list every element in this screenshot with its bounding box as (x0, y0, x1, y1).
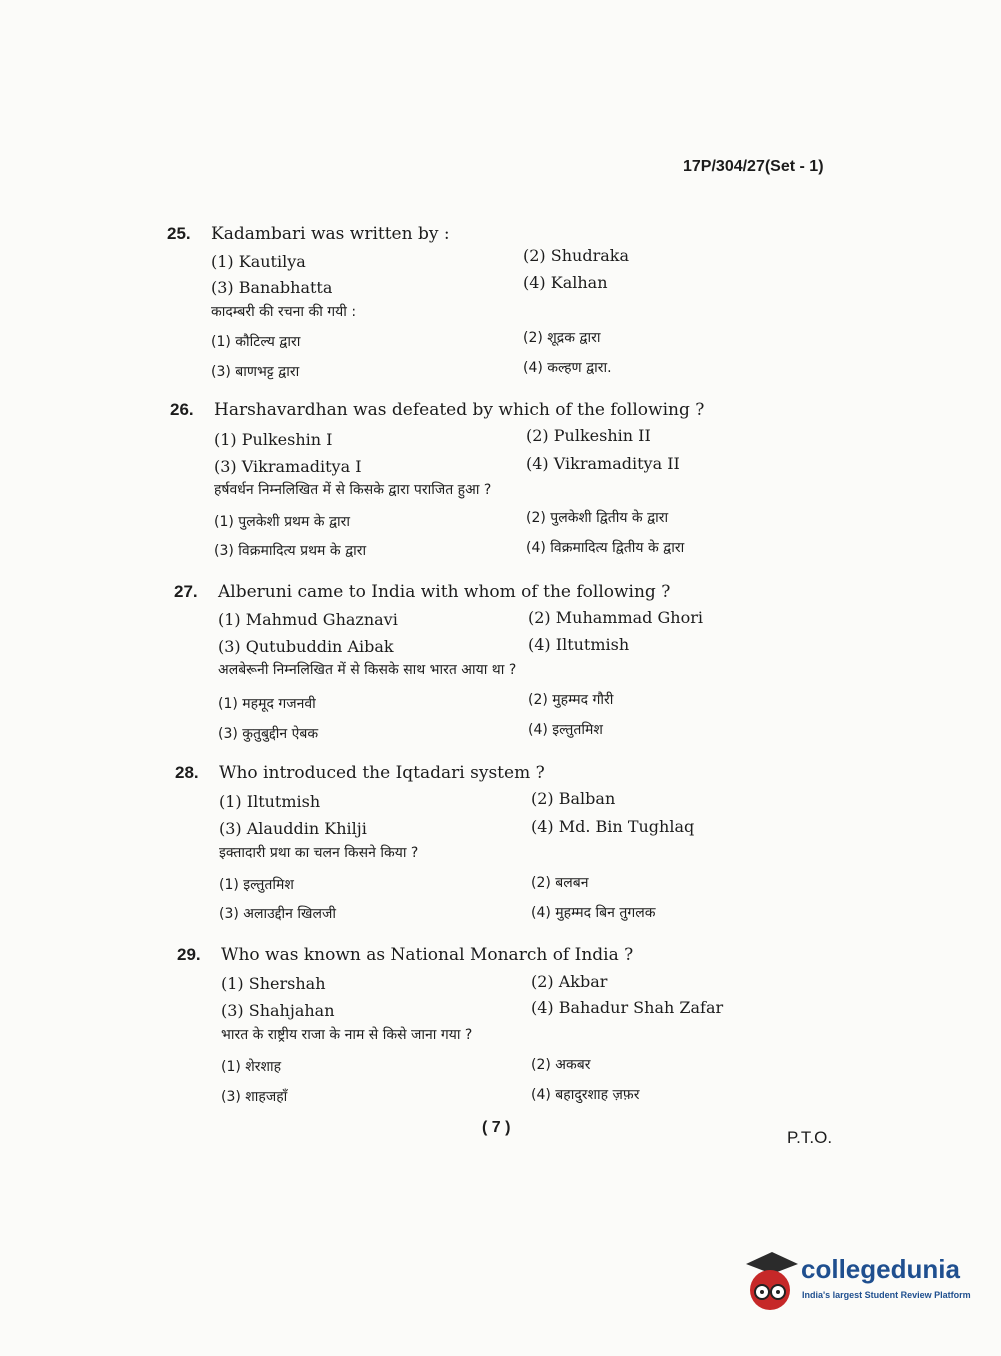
question-text-en: Who was known as National Monarch of India ? (221, 945, 634, 965)
question-text-en: Kadambari was written by : (211, 224, 450, 244)
question-text-en: Alberuni came to India with whom of the following ? (218, 582, 671, 602)
page-number: ( 7 ) (482, 1119, 511, 1136)
option-hi-3: (3) अलाउद्दीन खिलजी (219, 906, 336, 922)
option-hi-1: (1) पुलकेशी प्रथम के द्वारा (214, 514, 351, 530)
option-en-4: (4) Iltutmish (528, 635, 630, 654)
option-en-2: (2) Shudraka (523, 246, 629, 265)
option-en-2: (2) Akbar (531, 972, 608, 991)
option-en-2: (2) Balban (531, 789, 616, 808)
option-hi-3: (3) विक्रमादित्य प्रथम के द्वारा (214, 543, 367, 559)
question-number: 25. (167, 224, 191, 243)
option-hi-4: (4) विक्रमादित्य द्वितीय के द्वारा (526, 540, 685, 556)
option-en-4: (4) Vikramaditya II (526, 454, 680, 473)
pto-label: P.T.O. (787, 1128, 833, 1147)
option-en-3: (3) Shahjahan (221, 1001, 335, 1020)
option-en-3: (3) Qutubuddin Aibak (218, 637, 394, 656)
option-hi-1: (1) महमूद गजनवी (218, 696, 316, 712)
question-text-hi: अलबेरूनी निम्नलिखित में से किसके साथ भारत आया था ? (218, 662, 517, 678)
option-en-1: (1) Mahmud Ghaznavi (218, 610, 398, 629)
question-text-hi: कादम्बरी की रचना की गयी : (211, 304, 357, 320)
option-hi-4: (4) बहादुरशाह ज़फ़र (531, 1087, 640, 1103)
option-hi-4: (4) इल्तुतमिश (528, 722, 603, 738)
option-en-2: (2) Pulkeshin II (526, 426, 651, 445)
question-text-hi: हर्षवर्धन निम्नलिखित में से किसके द्वारा पराजित हुआ ? (214, 482, 492, 498)
question-number: 29. (177, 945, 201, 964)
option-hi-3: (3) शाहजहाँ (221, 1089, 288, 1105)
option-hi-1: (1) शेरशाह (221, 1059, 282, 1075)
question-number: 26. (170, 400, 194, 419)
question-text-hi: इक्तादारी प्रथा का चलन किसने किया ? (219, 845, 419, 861)
exam-code: 17P/304/27(Set - 1) (683, 158, 824, 175)
option-hi-4: (4) मुहम्मद बिन तुगलक (531, 905, 656, 921)
option-hi-1: (1) कौटिल्य द्वारा (211, 334, 301, 350)
option-en-2: (2) Muhammad Ghori (528, 608, 703, 627)
question-number: 28. (175, 763, 199, 782)
question-text-en: Who introduced the Iqtadari system ? (219, 763, 545, 783)
option-en-1: (1) Pulkeshin I (214, 430, 333, 449)
option-hi-2: (2) शूद्रक द्वारा (523, 330, 601, 346)
mascot-icon (742, 1250, 800, 1314)
collegedunia-logo (742, 1246, 972, 1316)
option-en-4: (4) Kalhan (523, 273, 608, 292)
question-text-en: Harshavardhan was defeated by which of the following ? (214, 400, 705, 420)
question-number: 27. (174, 582, 198, 601)
option-en-4: (4) Md. Bin Tughlaq (531, 817, 695, 836)
option-hi-2: (2) पुलकेशी द्वितीय के द्वारा (526, 510, 669, 526)
option-hi-2: (2) अकबर (531, 1057, 591, 1073)
option-en-1: (1) Shershah (221, 974, 326, 993)
logo-tagline: India's largest Student Review Platform (802, 1290, 971, 1300)
option-hi-3: (3) कुतुबुद्दीन ऐबक (218, 726, 319, 742)
option-en-3: (3) Banabhatta (211, 278, 333, 297)
option-hi-2: (2) मुहम्मद गौरी (528, 692, 614, 708)
option-en-1: (1) Kautilya (211, 252, 306, 271)
option-hi-2: (2) बलबन (531, 875, 589, 891)
option-en-1: (1) Iltutmish (219, 792, 321, 811)
option-en-4: (4) Bahadur Shah Zafar (531, 998, 724, 1017)
logo-wordmark: collegedunia (801, 1254, 960, 1284)
question-text-hi: भारत के राष्ट्रीय राजा के नाम से किसे जाना गया ? (221, 1027, 473, 1043)
option-hi-1: (1) इल्तुतमिश (219, 877, 294, 893)
option-hi-3: (3) बाणभट्ट द्वारा (211, 364, 300, 380)
option-hi-4: (4) कल्हण द्वारा. (523, 360, 612, 376)
option-en-3: (3) Vikramaditya I (214, 457, 362, 476)
option-en-3: (3) Alauddin Khilji (219, 819, 367, 838)
